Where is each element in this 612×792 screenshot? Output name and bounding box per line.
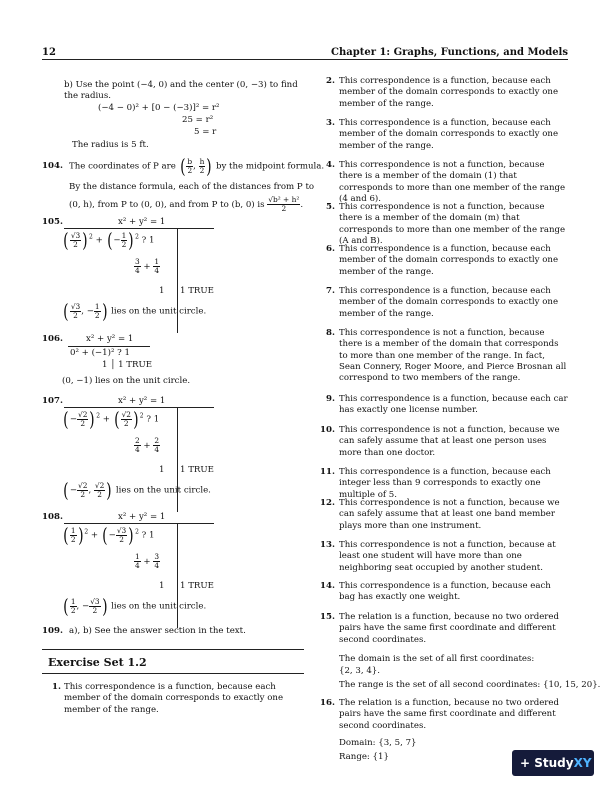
part-b-eq2: 25 = r² <box>182 115 214 125</box>
list-item: 13. This correspondence is not a function, because at least one student will have more than one neighboring seat occupied by another student. <box>320 540 556 573</box>
problem-107-step2: $\frac{2}{4}$ + $\frac{2}{4}$ <box>135 436 160 454</box>
list-item: 15. The relation is a function, because no two ordered pairs have the same first coordinate and different second coordinates. <box>320 612 559 645</box>
problem-108-step1: ( $\frac{1}{2}$ )$^2$ + (− $\frac{√3}{2}$ )$^2$ ? 1 <box>63 523 155 547</box>
list-item: 14. This correspondence is a function, because each bag has exactly one weight. <box>320 581 551 603</box>
list-item: 12. This correspondence is not a function, because we can safely assume that at least one band member plays more than one instrument. <box>320 498 560 531</box>
problem-109-number: 109. <box>42 626 63 636</box>
problem-107-result: (− $\frac{√2}{2}$ , $\frac{√2}{2}$ ) lies on the unit circle. <box>63 478 211 502</box>
p15-domain-set: {2, 3, 4}. <box>339 666 380 676</box>
part-b-eq1: (−4 − 0)² + [0 − (−3)]² = r² <box>98 103 220 113</box>
plus-icon: + <box>520 756 535 770</box>
exercise-1-number: 1. <box>52 682 61 692</box>
list-item: 9. This correspondence is a function, because each car has exactly one license number. <box>326 394 568 416</box>
problem-108-step3: 1 <box>159 581 165 591</box>
list-item: 11. This correspondence is a function, because each integer less than 9 corresponds to exactly one multiple of 5. <box>320 467 551 500</box>
problem-104-line1: The coordinates of P are ( $\frac{b}{2}$ , $\frac{h}{2}$ ) by the midpoint formula. <box>69 154 325 178</box>
list-item: 5. This correspondence is not a function, because there is a member of the domain (m) that corresponds to more than one member of the range (A and B). <box>326 202 566 247</box>
list-item: 7. This correspondence is a function, because each member of the domain corresponds to exactly one member of the range. <box>326 286 559 319</box>
list-item: 4. This correspondence is not a function, because there is a member of the domain (1) that corresponds to more than one member of the range (4 and 6). <box>326 160 566 205</box>
exercise-set-title: Exercise Set 1.2 <box>48 656 147 669</box>
problem-108-step2: $\frac{1}{4}$ + $\frac{3}{4}$ <box>135 552 160 570</box>
list-item: 6. This correspondence is a function, because each member of the domain corresponds to exactly one member of the range. <box>326 244 559 277</box>
problem-104-line3: (0, h), from P to (0, 0), and from P to (b, 0) is $\frac{\text{√b² + h²}}{2}$ . <box>69 195 304 213</box>
part-b-eq3: 5 = r <box>194 127 217 137</box>
problem-106-true: 1 │ 1 TRUE <box>102 360 153 370</box>
part-b-text: b) Use the point (−4, 0) and the center (0, −3) to find the radius. <box>64 80 298 102</box>
problem-107-number: 107. <box>42 396 63 406</box>
list-item: 10. This correspondence is not a function, because we can safely assume that at least one person uses more than one doctor. <box>320 425 560 458</box>
problem-108-number: 108. <box>42 512 63 522</box>
problem-108-true: 1 TRUE <box>180 581 214 591</box>
problem-104-line2: By the distance formula, each of the distances from P to <box>69 182 315 192</box>
list-item: 16. The relation is a function, because no two ordered pairs have the same first coordinate and different second coordinates. <box>320 698 559 731</box>
problem-106-step1: 0² + (−1)² ? 1 <box>70 348 130 358</box>
problem-105-true: 1 TRUE <box>180 286 214 296</box>
problem-105-step3: 1 <box>159 286 165 296</box>
problem-108-result: ( $\frac{1}{2}$ , − $\frac{√3}{2}$ ) lies on the unit circle. <box>63 594 207 618</box>
p15-range: The range is the set of all second coordinates: {10, 15, 20}. <box>339 680 601 690</box>
p16-range: Range: {1} <box>339 752 389 762</box>
problem-107-equation: x² + y² = 1 <box>118 396 166 406</box>
list-item: 8. This correspondence is not a function, because there is a member of the domain that corresponds to more than one member of the range. In fact, Sean Connery, Roger Moore, and Pierce Brosnan all correspond to two members of the range. <box>326 328 567 384</box>
problem-104-number: 104. <box>42 161 63 171</box>
list-item: 3. This correspondence is a function, because each member of the domain corresponds to exactly one member of the range. <box>326 118 559 151</box>
problem-105-result: ( $\frac{√3}{2}$ , − $\frac{1}{2}$ ) lies on the unit circle. <box>63 299 207 323</box>
p16-domain: Domain: {3, 5, 7} <box>339 738 417 748</box>
p15-domain: The domain is the set of all first coordinates: <box>339 654 535 664</box>
page-header <box>42 40 568 60</box>
page-number: 12 <box>42 47 56 58</box>
chapter-title: Chapter 1: Graphs, Functions, and Models <box>331 47 568 58</box>
problem-107-step1: (− $\frac{√2}{2}$ )$^2$ + ( $\frac{√2}{2}$ )$^2$ ? 1 <box>63 407 160 431</box>
problem-108-equation: x² + y² = 1 <box>118 512 166 522</box>
studyx-logo: + StudyXY <box>512 750 594 776</box>
problem-107-step3: 1 <box>159 465 165 475</box>
problem-106-number: 106. <box>42 334 63 344</box>
problem-109-text: a), b) See the answer section in the text. <box>69 626 246 636</box>
problem-105-number: 105. <box>42 217 63 227</box>
problem-107-true: 1 TRUE <box>180 465 214 475</box>
problem-105-step2: $\frac{3}{4}$ + $\frac{1}{4}$ <box>135 257 160 275</box>
problem-106-result: (0, −1) lies on the unit circle. <box>62 376 191 386</box>
part-b-result: The radius is 5 ft. <box>72 140 149 150</box>
problem-105-step1: ( $\frac{√3}{2}$ )$^2$ + (− $\frac{1}{2}$ )$^2$ ? 1 <box>63 228 155 252</box>
problem-105-equation: x² + y² = 1 <box>118 217 166 227</box>
exercise-1-text: This correspondence is a function, because each member of the domain corresponds to exactly one member of the range. <box>64 682 284 715</box>
problem-106-equation: x² + y² = 1 <box>86 334 134 344</box>
list-item: 2. This correspondence is a function, because each member of the domain corresponds to exactly one member of the range. <box>326 76 559 109</box>
left-column <box>42 76 325 766</box>
